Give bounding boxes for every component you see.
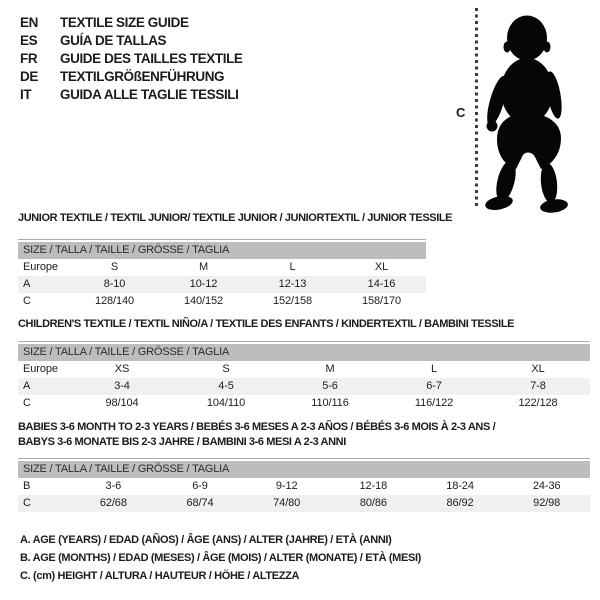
table-cell: 104/110 xyxy=(206,397,246,409)
table-cell: S xyxy=(222,363,230,375)
row-label: C xyxy=(23,497,31,509)
language-row xyxy=(20,13,243,31)
row-label: Europe xyxy=(23,261,58,273)
table-row xyxy=(18,361,590,378)
table-title: BABIES 3-6 MONTH TO 2-3 YEARS / BEBÉS 3-6 MESES A 2-3 AÑOS / BÉBÉS 3-6 MOIS À 2-3 ANS / xyxy=(18,421,496,433)
table-cell: XL xyxy=(531,363,545,375)
table-cell: 128/140 xyxy=(94,295,135,307)
row-label: B xyxy=(23,480,31,492)
language-code: ES xyxy=(20,32,38,48)
junior-textile-table xyxy=(18,211,453,310)
table-cell: 6-7 xyxy=(426,380,442,392)
table-cell: 24-36 xyxy=(532,480,561,492)
table-row xyxy=(18,395,590,412)
table-cell: 68/74 xyxy=(186,497,214,509)
table-cell: L xyxy=(289,261,296,273)
language-title: GUÍA DE TALLAS xyxy=(60,32,167,48)
table-cell: 14-16 xyxy=(367,278,396,290)
footnotes xyxy=(20,531,421,585)
table-row xyxy=(18,259,426,276)
table-cell: 62/68 xyxy=(99,497,127,509)
table-rows xyxy=(18,478,590,512)
table-cell: 140/152 xyxy=(183,295,224,307)
language-row xyxy=(20,31,243,49)
table-cell: 9-12 xyxy=(275,480,298,492)
silhouette-head xyxy=(507,16,547,61)
language-code: IT xyxy=(20,86,32,102)
table-rows xyxy=(18,259,426,310)
language-row xyxy=(20,67,243,85)
footnote-line: A. AGE (YEARS) / EDAD (AÑOS) / ÂGE (ANS) / ALTER (JAHRE) / ETÀ (ANNI) xyxy=(20,534,392,546)
table-cell: 18-24 xyxy=(446,480,474,492)
language-code: DE xyxy=(20,68,38,84)
language-title: TEXTILE SIZE GUIDE xyxy=(60,14,189,30)
language-title-block xyxy=(20,13,243,103)
table-cell: 122/128 xyxy=(518,397,558,409)
language-row xyxy=(20,49,243,67)
table-cell: 92/98 xyxy=(533,497,561,509)
size-header-bar: SIZE / TALLA / TAILLE / GRÖSSE / TAGLIA xyxy=(18,344,590,361)
language-title: GUIDE DES TAILLES TEXTILE xyxy=(60,50,243,66)
table-cell: 86/92 xyxy=(446,497,474,509)
size-table xyxy=(18,341,590,412)
table-cell: 110/116 xyxy=(311,397,349,409)
table-title-block xyxy=(18,211,453,226)
row-label: C xyxy=(23,295,31,307)
language-title: GUIDA ALLE TAGLIE TESSILI xyxy=(60,86,239,102)
table-cell: 152/158 xyxy=(272,295,313,307)
table-cell: 6-9 xyxy=(192,480,208,492)
table-cell: M xyxy=(198,261,209,273)
row-label: A xyxy=(23,278,31,290)
table-cell: 3-4 xyxy=(114,380,130,392)
table-cell: 74/80 xyxy=(273,497,301,509)
toddler-silhouette-image xyxy=(481,9,571,213)
table-cell: 116/122 xyxy=(414,397,454,409)
language-code: EN xyxy=(20,14,38,30)
table-cell: 158/170 xyxy=(361,295,402,307)
table-cell: S xyxy=(110,261,119,273)
table-cell: 98/104 xyxy=(105,397,139,409)
table-cell: 8-10 xyxy=(103,278,126,290)
height-measure-dashed-line xyxy=(475,8,478,208)
table-cell: 12-13 xyxy=(278,278,307,290)
table-cell: 10-12 xyxy=(189,278,218,290)
silhouette-shorts xyxy=(497,113,561,169)
height-measure-label: C xyxy=(456,105,466,120)
language-title: TEXTILGRÖßENFÜHRUNG xyxy=(60,68,225,84)
table-cell: 80/86 xyxy=(359,497,387,509)
language-row xyxy=(20,85,243,103)
size-table xyxy=(18,458,590,512)
table-cell: XL xyxy=(374,261,389,273)
size-header-bar: SIZE / TALLA / TAILLE / GRÖSSE / TAGLIA xyxy=(18,461,590,478)
table-row xyxy=(18,276,426,293)
children-textile-table xyxy=(18,317,590,412)
table-cell: 3-6 xyxy=(105,480,122,492)
table-cell: XS xyxy=(114,363,130,375)
size-table xyxy=(18,239,426,310)
table-row xyxy=(18,378,590,395)
table-title: CHILDREN'S TEXTILE / TEXTIL NIÑO/A / TEXTILE DES ENFANTS / KINDERTEXTIL / BAMBINI TESSILE xyxy=(18,318,515,330)
table-rows xyxy=(18,361,590,412)
footnote-line: B. AGE (MONTHS) / EDAD (MESES) / ÂGE (MOIS) / ALTER (MONATE) / ETÀ (MESI) xyxy=(20,552,421,564)
row-label: C xyxy=(23,397,31,409)
table-cell: 12-18 xyxy=(359,480,388,492)
table-title: BABYS 3-6 MONATE BIS 2-3 JAHRE / BAMBINI 3-6 MESI A 2-3 ANNI xyxy=(18,436,346,448)
table-title-block xyxy=(18,317,590,332)
table-cell: L xyxy=(430,363,438,375)
table-cell: M xyxy=(325,363,335,375)
row-label: Europe xyxy=(23,363,58,375)
table-row xyxy=(18,495,590,512)
table-cell: 5-6 xyxy=(322,380,338,392)
table-row xyxy=(18,478,590,495)
table-cell: 4-5 xyxy=(218,380,234,392)
table-cell: 7-8 xyxy=(530,380,546,392)
table-title: JUNIOR TEXTILE / TEXTIL JUNIOR/ TEXTILE JUNIOR / JUNIORTEXTIL / JUNIOR TESSILE xyxy=(18,212,453,224)
table-title-block xyxy=(18,420,590,450)
language-code: FR xyxy=(20,50,38,66)
babies-textile-table xyxy=(18,420,590,512)
footnote-line: C. (cm) HEIGHT / ALTURA / HAUTEUR / HÖHE / ALTEZZA xyxy=(20,570,300,582)
row-label: A xyxy=(23,380,31,392)
table-row xyxy=(18,293,426,310)
size-header-bar: SIZE / TALLA / TAILLE / GRÖSSE / TAGLIA xyxy=(18,242,426,259)
